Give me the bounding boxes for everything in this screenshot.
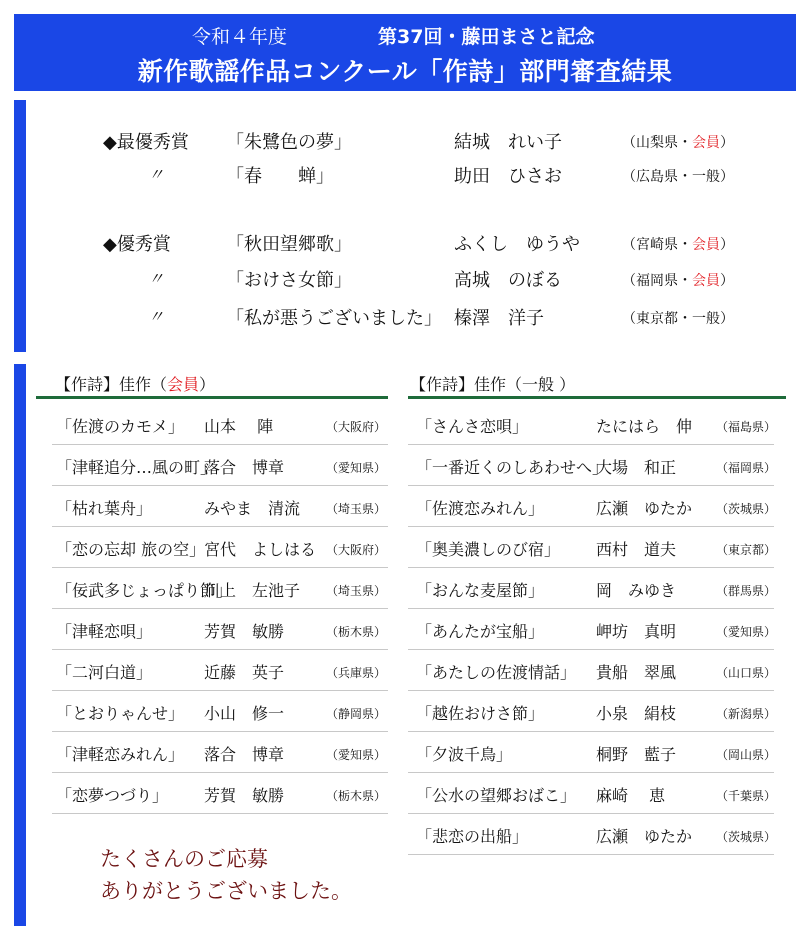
- award-title: 「春 蝉」: [226, 166, 334, 187]
- entry-title: 「佐渡恋みれん」: [416, 499, 545, 518]
- member-kind: 一般: [692, 169, 720, 185]
- pref-open: （山梨県・: [622, 135, 692, 151]
- award-row: [0, 162, 804, 196]
- pref-close: ）: [720, 311, 734, 327]
- entry-author: 芳賀 敏勝: [204, 786, 285, 805]
- entry-title: 「奥美濃しのび宿」: [416, 540, 561, 559]
- list-item: [52, 650, 388, 691]
- entry-prefecture: （栃木県）: [326, 625, 387, 639]
- entry-title: 「あんたが宝船」: [416, 622, 545, 641]
- entry-title: 「とおりゃんせ」: [56, 704, 185, 723]
- entry-author: 宮代 よしはる: [204, 540, 317, 559]
- entry-title: 「恋夢つづり」: [56, 786, 169, 805]
- award-winner: 高城 のぼる: [454, 270, 562, 291]
- entry-title: 「佐渡のカモメ」: [56, 417, 185, 436]
- entry-prefecture: （栃木県）: [326, 789, 387, 803]
- entry-author: 山本 陣: [204, 417, 274, 436]
- entry-title: 「あたしの佐渡情話」: [416, 663, 577, 682]
- list-item: [408, 527, 777, 568]
- entry-author: 岡 みゆき: [596, 581, 677, 600]
- entry-title: 「枯れ葉舟」: [56, 499, 153, 518]
- entry-title: 「二河白道」: [56, 663, 153, 682]
- general-honorable-list: [408, 404, 777, 855]
- memorial-title: 第37回・藤田まさと記念: [378, 26, 595, 48]
- award-row: [0, 304, 804, 338]
- award-row: [0, 266, 804, 300]
- award-prefecture: [622, 234, 734, 254]
- ditto-mark: 〃: [148, 307, 165, 326]
- entry-prefecture: （山口県）: [716, 666, 777, 680]
- pref-close: ）: [720, 169, 734, 185]
- entry-title: 「津軽恋みれん」: [56, 745, 185, 764]
- thanks-line: ありがとうございました。: [100, 879, 352, 903]
- entry-author: 桐野 藍子: [596, 745, 677, 764]
- entry-author: たにはら 伸: [596, 417, 693, 436]
- award-prefecture: [622, 132, 734, 152]
- entry-author: 西村 道夫: [596, 540, 677, 559]
- list-item: [408, 650, 777, 691]
- member-kind: 会員: [692, 273, 720, 289]
- entry-author: 広瀬 ゆたか: [596, 827, 693, 846]
- entry-author: みやま 清流: [204, 499, 301, 518]
- thanks-line: たくさんのご応募: [100, 847, 268, 871]
- entry-prefecture: （福島県）: [716, 420, 777, 434]
- entry-prefecture: （福岡県）: [716, 461, 777, 475]
- entry-prefecture: （千葉県）: [716, 789, 777, 803]
- pref-open: （宮崎県・: [622, 237, 692, 253]
- entry-title: 「越佐おけさ節」: [416, 704, 545, 723]
- entry-author: 麻崎 恵: [596, 786, 666, 805]
- award-winner: 榛澤 洋子: [454, 308, 544, 329]
- list-item: [52, 691, 388, 732]
- pref-open: （広島県・: [622, 169, 692, 185]
- award-prefecture: [622, 308, 734, 328]
- entry-title: 「悲恋の出船」: [416, 827, 529, 846]
- entry-prefecture: （兵庫県）: [326, 666, 387, 680]
- award-title: 「私が悪うございました」: [226, 308, 442, 329]
- pref-open: （東京都・: [622, 311, 692, 327]
- list-item: [408, 814, 777, 855]
- entry-author: 貴船 翠風: [596, 663, 677, 682]
- entry-prefecture: （大阪府）: [326, 543, 387, 557]
- entry-author: 芳賀 敏勝: [204, 622, 285, 641]
- list-item: [408, 732, 777, 773]
- page-title: 新作歌謡作品コンクール「作詩」部門審査結果: [137, 57, 673, 86]
- entry-prefecture: （茨城県）: [716, 502, 777, 516]
- list-item: [52, 609, 388, 650]
- pref-close: ）: [720, 273, 734, 289]
- award-title: 「朱鷺色の夢」: [226, 132, 352, 153]
- entry-prefecture: （愛知県）: [326, 461, 387, 475]
- members-honorable-list: [52, 404, 388, 814]
- members-section-title: [55, 372, 215, 395]
- list-item: [52, 404, 388, 445]
- entry-title: 「津軽恋唄」: [56, 622, 153, 641]
- entry-title: 「恋の忘却 旅の空」: [56, 540, 206, 559]
- award-prefecture: [622, 166, 734, 186]
- entry-author: 岬坊 真明: [596, 622, 677, 641]
- list-item: [52, 486, 388, 527]
- entry-author: 小山 修一: [204, 704, 285, 723]
- member-kind: 一般: [692, 311, 720, 327]
- pref-open: （福岡県・: [622, 273, 692, 289]
- entry-author: 川上 左池子: [204, 581, 301, 600]
- entry-prefecture: （埼玉県）: [326, 584, 387, 598]
- entry-title: 「津軽追分…風の町」: [56, 458, 217, 477]
- entry-prefecture: （東京都）: [716, 543, 777, 557]
- entry-title: 「さんさ恋唄」: [416, 417, 529, 436]
- entry-title: 「おんな麦屋節」: [416, 581, 545, 600]
- entry-title: 「一番近くのしあわせへ」: [416, 458, 609, 477]
- list-item: [52, 445, 388, 486]
- thanks-message: [100, 843, 352, 907]
- entry-author: 近藤 英子: [204, 663, 285, 682]
- list-item: [408, 609, 777, 650]
- entry-author: 広瀬 ゆたか: [596, 499, 693, 518]
- header-banner: [14, 14, 796, 91]
- section-divider: [36, 396, 388, 399]
- entry-prefecture: （岡山県）: [716, 748, 777, 762]
- award-winner: 結城 れい子: [454, 132, 562, 153]
- entry-title: 「夕波千鳥」: [416, 745, 513, 764]
- member-kind: 会員: [167, 375, 200, 394]
- entry-prefecture: （群馬県）: [716, 584, 777, 598]
- entry-author: 大場 和正: [596, 458, 677, 477]
- award-winner: ふくし ゆうや: [454, 234, 580, 255]
- award-label: ◆優秀賞: [103, 234, 171, 255]
- award-label: ◆最優秀賞: [103, 132, 189, 153]
- award-title: 「おけさ女節」: [226, 270, 352, 291]
- entry-author: 落合 博章: [204, 458, 285, 477]
- list-item: [52, 568, 388, 609]
- entry-prefecture: （静岡県）: [326, 707, 387, 721]
- member-kind: 会員: [692, 237, 720, 253]
- award-row: [0, 128, 804, 162]
- list-item: [408, 691, 777, 732]
- accent-bar-bottom: [14, 364, 26, 926]
- section-divider: [408, 396, 786, 399]
- ditto-mark: 〃: [148, 269, 165, 288]
- fiscal-year: 令和４年度: [192, 26, 288, 48]
- entry-prefecture: （愛知県）: [326, 748, 387, 762]
- list-item: [408, 404, 777, 445]
- list-item: [408, 486, 777, 527]
- entry-prefecture: （大阪府）: [326, 420, 387, 434]
- list-item: [52, 527, 388, 568]
- award-prefecture: [622, 270, 734, 290]
- entry-title: 「公水の望郷おばこ」: [416, 786, 577, 805]
- list-item: [408, 773, 777, 814]
- entry-prefecture: （新潟県）: [716, 707, 777, 721]
- section-prefix: 【作詩】佳作（: [55, 375, 168, 394]
- general-section-title: 【作詩】佳作（一般 ）: [410, 375, 576, 394]
- entry-author: 落合 博章: [204, 745, 285, 764]
- pref-close: ）: [720, 135, 734, 151]
- list-item: [52, 732, 388, 773]
- entry-prefecture: （埼玉県）: [326, 502, 387, 516]
- entry-author: 小泉 絹枝: [596, 704, 677, 723]
- entry-title: 「佞武多じょっぱり節」: [56, 581, 233, 600]
- award-title: 「秋田望郷歌」: [226, 234, 352, 255]
- entry-prefecture: （愛知県）: [716, 625, 777, 639]
- award-winner: 助田 ひさお: [454, 166, 562, 187]
- member-kind: 会員: [692, 135, 720, 151]
- list-item: [408, 445, 777, 486]
- list-item: [408, 568, 777, 609]
- ditto-mark: 〃: [148, 165, 165, 184]
- pref-close: ）: [720, 237, 734, 253]
- award-row: [0, 230, 804, 264]
- entry-prefecture: （茨城県）: [716, 830, 777, 844]
- section-suffix: ）: [199, 375, 216, 394]
- list-item: [52, 773, 388, 814]
